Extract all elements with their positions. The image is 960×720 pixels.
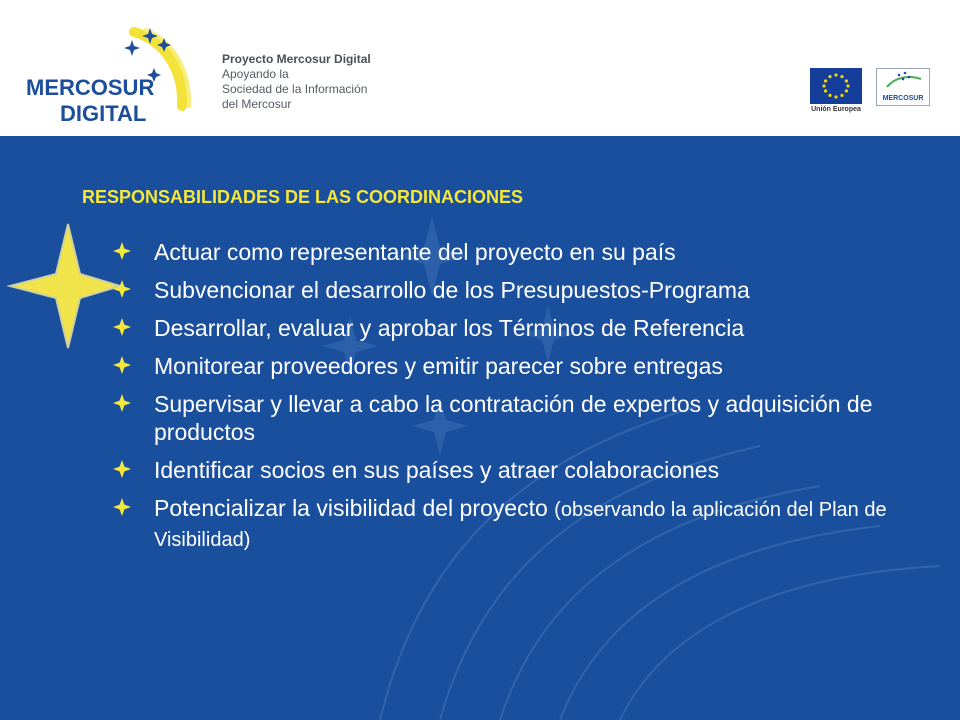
slide-title: RESPONSABILIDADES DE LAS COORDINACIONES — [82, 187, 524, 207]
list-item — [112, 314, 952, 342]
mercosur-badge-logo — [876, 68, 930, 106]
mercosur-stars-icon — [877, 69, 929, 93]
star-bullet-icon — [112, 279, 132, 299]
mercosur-caption: MERCOSUR — [882, 95, 924, 102]
eu-caption: Unión Europea — [811, 106, 861, 113]
list-item-text: Identificar socios en sus países y atraer colaboraciones — [154, 457, 720, 483]
european-union-logo — [810, 68, 862, 118]
content-panel — [0, 136, 960, 720]
logo-text-digital: DIGITAL — [60, 101, 147, 126]
star-bullet-icon — [112, 355, 132, 375]
list-item — [112, 390, 952, 446]
list-item — [112, 456, 952, 484]
tagline-line: del Mercosur — [222, 97, 292, 111]
list-item-text: Subvencionar el desarrollo de los Presupuestos-Programa — [154, 277, 750, 303]
list-item — [112, 238, 952, 266]
responsibilities-list — [112, 238, 952, 564]
star-bullet-icon — [112, 459, 132, 479]
list-item-text: Monitorear proveedores y emitir parecer sobre entregas — [154, 353, 723, 379]
star-bullet-icon — [112, 241, 132, 261]
tagline-line: Proyecto Mercosur Digital — [222, 52, 371, 66]
tagline-line: Sociedad de la Información — [222, 82, 368, 96]
star-bullet-icon — [112, 317, 132, 337]
list-item — [112, 494, 952, 554]
list-item-text: Potencializar la visibilidad del proyecto — [154, 495, 555, 521]
logo-text-mercosur: MERCOSUR — [26, 75, 155, 100]
star-bullet-icon — [112, 393, 132, 413]
project-tagline — [222, 52, 371, 112]
mercosur-digital-logo — [14, 20, 204, 126]
header — [0, 0, 960, 136]
star-bullet-icon — [112, 497, 132, 517]
list-item-text: Desarrollar, evaluar y aprobar los Términos de Referencia — [154, 315, 745, 341]
list-item-note: (observando la aplicación del Plan de Visibilidad) — [154, 499, 887, 551]
tagline-line: Apoyando la — [222, 67, 289, 81]
list-item-text: Supervisar y llevar a cabo la contratación de expertos y adquisición de productos — [154, 391, 873, 445]
list-item — [112, 352, 952, 380]
list-item-text: Actuar como representante del proyecto en su país — [154, 239, 676, 265]
list-item — [112, 276, 952, 304]
eu-flag-icon — [810, 68, 862, 104]
